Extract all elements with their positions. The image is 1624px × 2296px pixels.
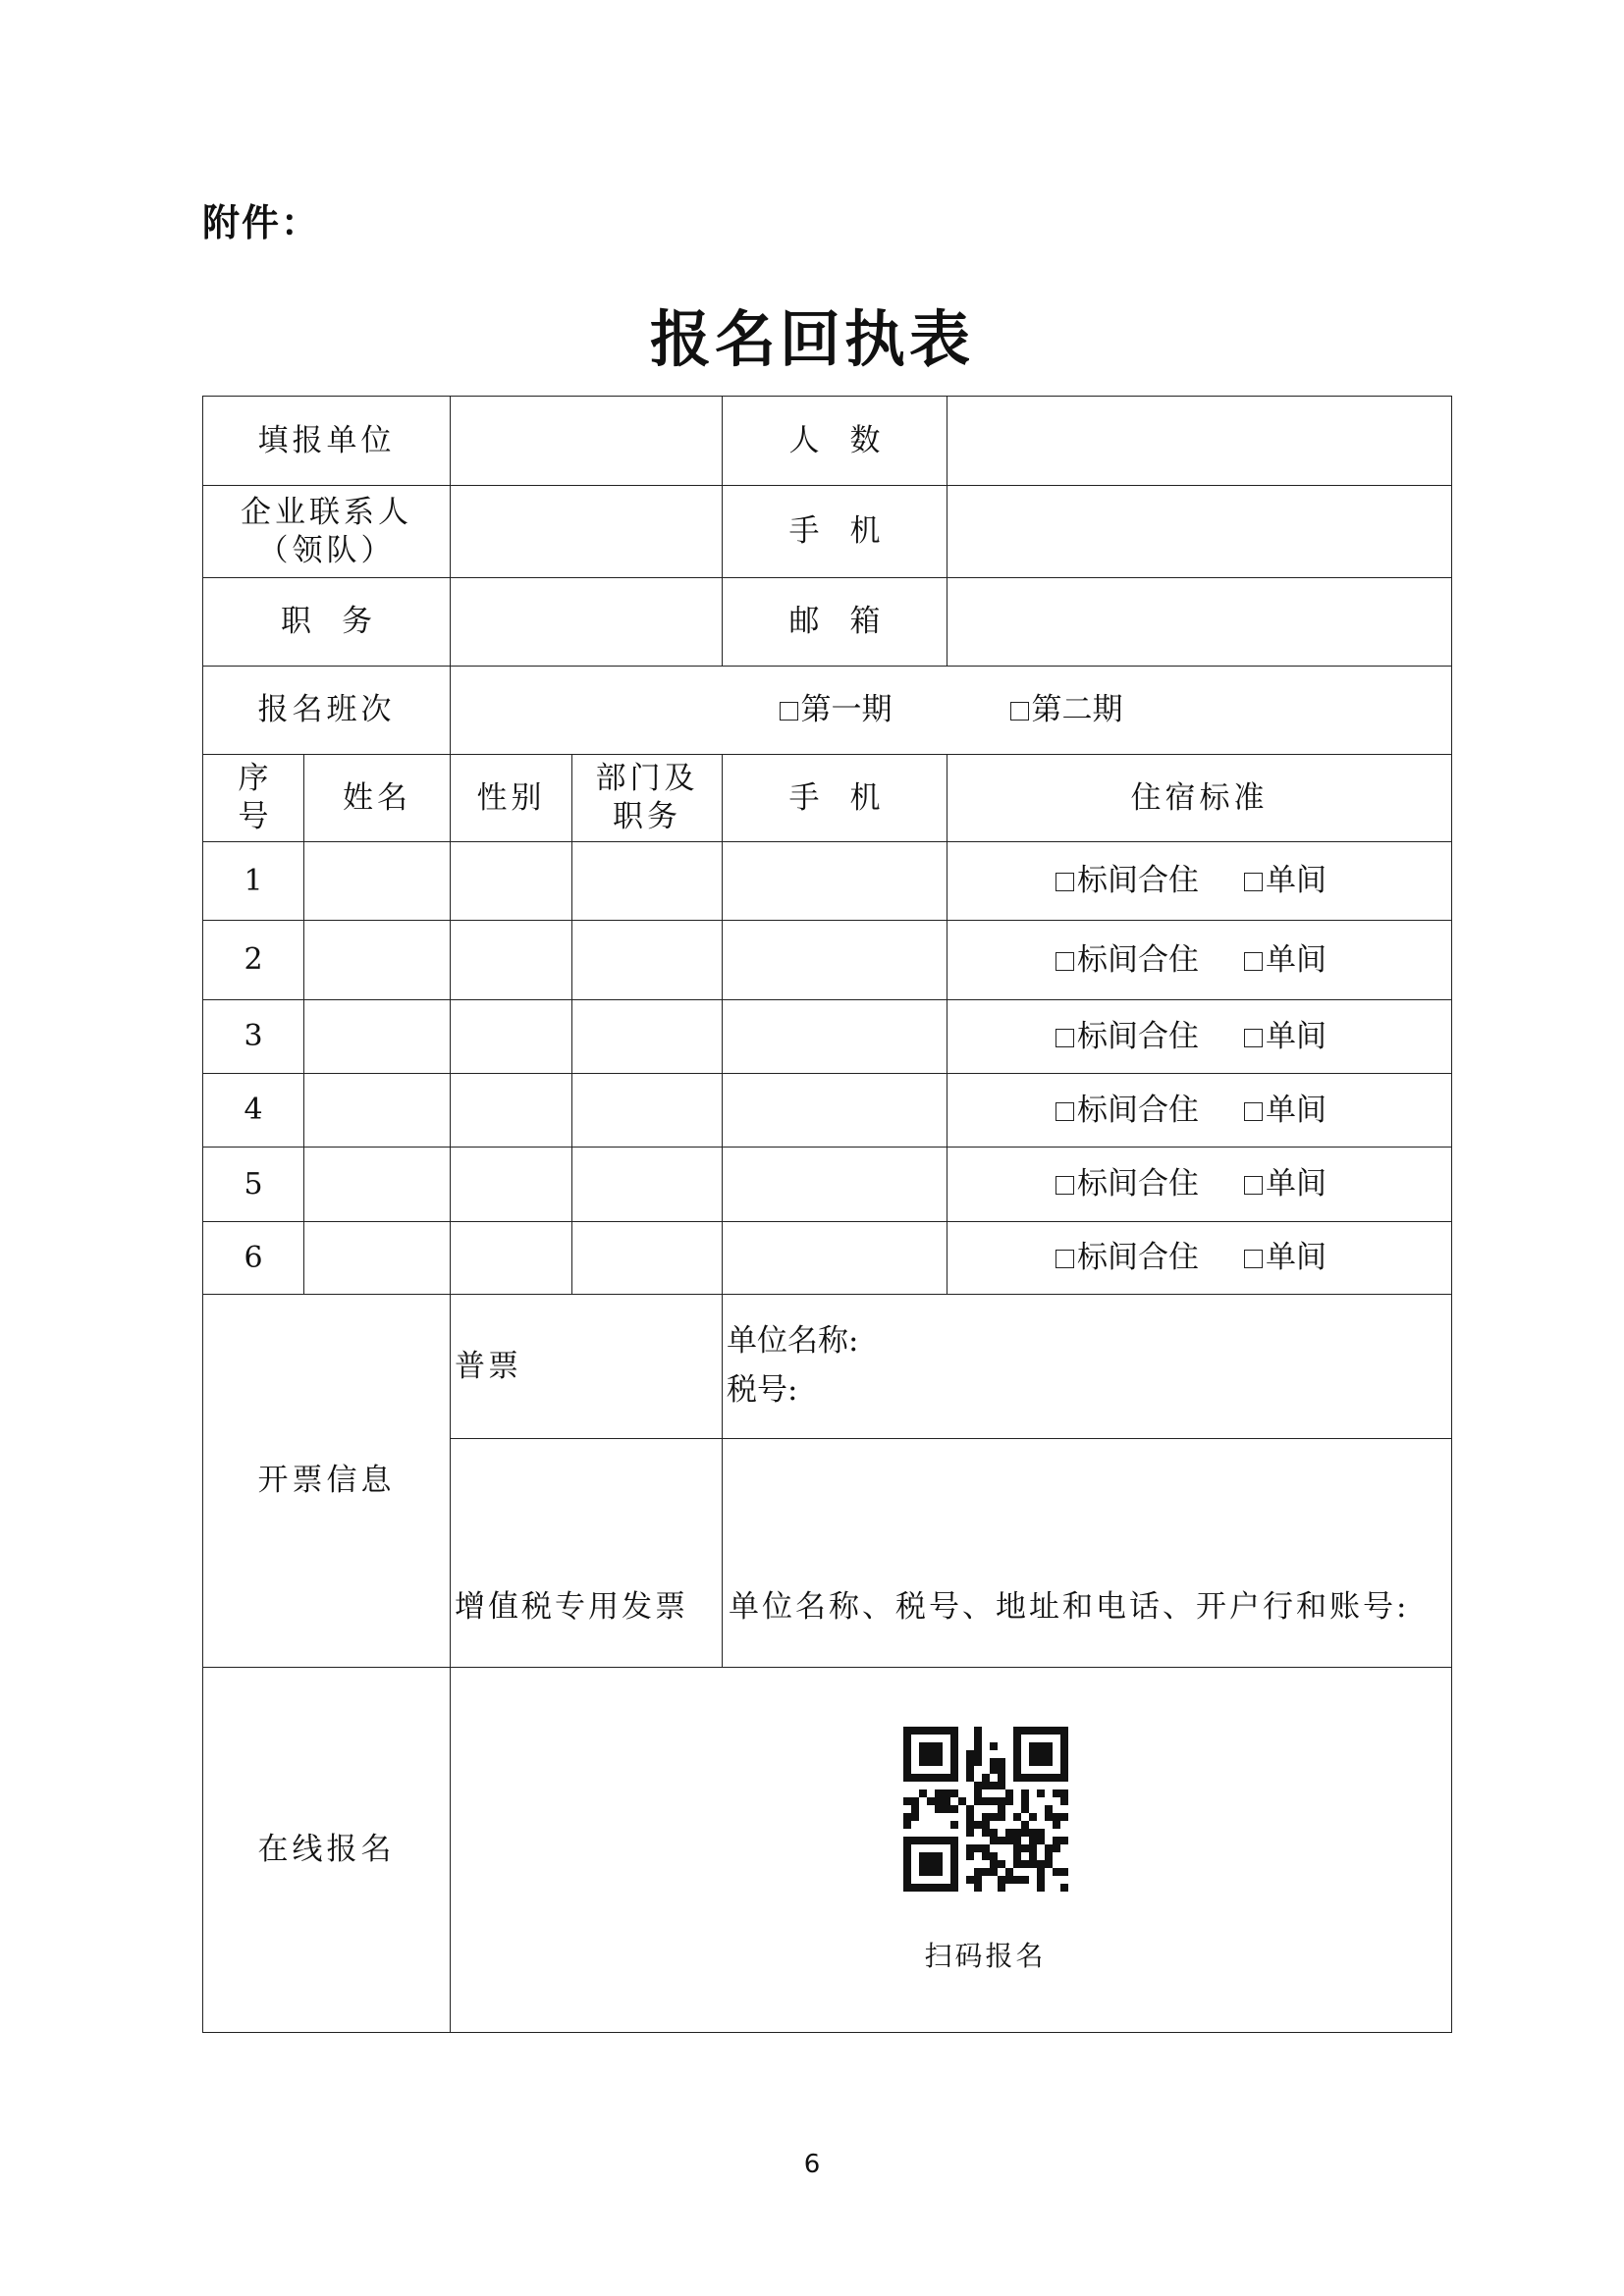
invoice-label: 开票信息 (203, 1295, 451, 1668)
contact-label (203, 486, 451, 578)
lodging-cell (947, 842, 1452, 921)
dept-cell[interactable] (572, 1222, 723, 1295)
lodging-shared-option[interactable] (1056, 941, 1199, 980)
form-title: 报名回执表 (649, 303, 974, 375)
checkbox-icon[interactable] (1010, 702, 1029, 721)
dept-cell[interactable] (572, 842, 723, 921)
unit-input-cell[interactable] (451, 397, 723, 486)
mobile-input-cell[interactable] (947, 486, 1452, 578)
dept-cell[interactable] (572, 1000, 723, 1074)
gender-cell[interactable] (451, 1000, 572, 1074)
session-options (451, 667, 1452, 755)
lodging-cell (947, 921, 1452, 1000)
checkbox-icon[interactable] (1056, 873, 1074, 891)
lodging-shared-option[interactable] (1056, 1018, 1199, 1056)
checkbox-icon[interactable] (1056, 1102, 1074, 1121)
session-option-2-label: 第二期 (1031, 692, 1123, 728)
page-number: 6 (803, 2150, 821, 2179)
dept-header-line2: 职务 (613, 799, 681, 834)
people-count-label: 人 数 (723, 397, 947, 486)
session-option-2[interactable] (1010, 691, 1123, 729)
checkbox-icon[interactable] (1056, 1176, 1074, 1195)
gender-cell[interactable] (451, 921, 572, 1000)
gender-cell[interactable] (451, 1074, 572, 1148)
session-option-1-label: 第一期 (800, 692, 893, 728)
mobile-cell[interactable] (723, 1074, 947, 1148)
lodging-single-label: 单间 (1266, 941, 1326, 978)
checkbox-icon[interactable] (1244, 1250, 1263, 1268)
dept-header (572, 755, 723, 842)
normal-invoice-unit-name: 单位名称: (727, 1323, 859, 1360)
checkbox-icon[interactable] (1056, 952, 1074, 971)
lodging-single-option[interactable] (1244, 1165, 1326, 1203)
lodging-shared-label: 标间合住 (1077, 863, 1199, 899)
lodging-shared-label: 标间合住 (1077, 1240, 1199, 1276)
row-number: 6 (203, 1222, 304, 1295)
checkbox-icon[interactable] (1244, 1029, 1263, 1047)
dept-header-line1: 部门及 (595, 761, 699, 797)
name-cell[interactable] (304, 842, 451, 921)
lodging-cell (947, 1148, 1452, 1222)
row-number: 2 (203, 921, 304, 1000)
lodging-shared-label: 标间合住 (1077, 1166, 1199, 1202)
table-row (203, 1222, 1452, 1295)
checkbox-icon[interactable] (1244, 1176, 1263, 1195)
mobile-cell[interactable] (723, 921, 947, 1000)
people-count-input-cell[interactable] (947, 397, 1452, 486)
lodging-cell (947, 1074, 1452, 1148)
normal-invoice-fields[interactable] (723, 1295, 1452, 1439)
dept-cell[interactable] (572, 1074, 723, 1148)
mobile-label: 手 机 (723, 486, 947, 578)
lodging-single-label: 单间 (1266, 1092, 1326, 1128)
lodging-shared-label: 标间合住 (1077, 941, 1199, 978)
lodging-header: 住宿标准 (947, 755, 1452, 842)
checkbox-icon[interactable] (1056, 1250, 1074, 1268)
gender-cell[interactable] (451, 1222, 572, 1295)
qr-caption: 扫码报名 (924, 1940, 1047, 1972)
qr-code-icon[interactable] (903, 1727, 1068, 1892)
seq-header-line1: 序 (238, 761, 269, 797)
mobile-cell[interactable] (723, 1000, 947, 1074)
checkbox-icon[interactable] (780, 702, 798, 721)
normal-invoice-tax-no: 税号: (727, 1372, 798, 1408)
online-registration-cell (451, 1668, 1452, 2033)
table-row (203, 921, 1452, 1000)
session-option-1[interactable] (780, 691, 893, 729)
gender-cell[interactable] (451, 1148, 572, 1222)
table-row (203, 1000, 1452, 1074)
registration-form-table (202, 396, 1452, 2033)
gender-header: 性别 (451, 755, 572, 842)
lodging-shared-label: 标间合住 (1077, 1018, 1199, 1054)
gender-cell[interactable] (451, 842, 572, 921)
lodging-single-label: 单间 (1266, 1240, 1326, 1276)
lodging-shared-label: 标间合住 (1077, 1092, 1199, 1128)
lodging-single-label: 单间 (1266, 1166, 1326, 1202)
mobile-cell[interactable] (723, 842, 947, 921)
contact-input-cell[interactable] (451, 486, 723, 578)
table-row (203, 1074, 1452, 1148)
dept-cell[interactable] (572, 1148, 723, 1222)
contact-label-line1: 企业联系人 (241, 494, 412, 530)
seq-header-line2: 号 (238, 799, 269, 834)
row-number: 4 (203, 1074, 304, 1148)
name-cell[interactable] (304, 1222, 451, 1295)
mobile-header: 手 机 (723, 755, 947, 842)
name-cell[interactable] (304, 1074, 451, 1148)
contact-label-line2: （领队） (257, 532, 396, 568)
lodging-single-option[interactable] (1244, 941, 1326, 980)
lodging-single-option[interactable] (1244, 862, 1326, 900)
lodging-single-label: 单间 (1266, 863, 1326, 899)
mobile-cell[interactable] (723, 1222, 947, 1295)
email-input-cell[interactable] (947, 578, 1452, 667)
mobile-cell[interactable] (723, 1148, 947, 1222)
checkbox-icon[interactable] (1056, 1029, 1074, 1047)
email-label: 邮 箱 (723, 578, 947, 667)
lodging-single-option[interactable] (1244, 1092, 1326, 1130)
lodging-single-label: 单间 (1266, 1018, 1326, 1054)
name-cell[interactable] (304, 921, 451, 1000)
name-header: 姓名 (304, 755, 451, 842)
session-label: 报名班次 (203, 667, 451, 755)
online-registration-label: 在线报名 (203, 1668, 451, 2033)
lodging-shared-option[interactable] (1056, 1092, 1199, 1130)
attachment-label: 附件： (202, 201, 321, 244)
vat-invoice-fields[interactable]: 单位名称、税号、地址和电话、开户行和账号: (723, 1439, 1452, 1668)
position-label: 职 务 (203, 578, 451, 667)
checkbox-icon[interactable] (1244, 1102, 1263, 1121)
position-input-cell[interactable] (451, 578, 723, 667)
row-number: 3 (203, 1000, 304, 1074)
name-cell[interactable] (304, 1148, 451, 1222)
lodging-single-option[interactable] (1244, 1239, 1326, 1277)
seq-header (203, 755, 304, 842)
unit-label: 填报单位 (203, 397, 451, 486)
table-row (203, 1148, 1452, 1222)
lodging-shared-option[interactable] (1056, 1239, 1199, 1277)
checkbox-icon[interactable] (1244, 873, 1263, 891)
checkbox-icon[interactable] (1244, 952, 1263, 971)
vat-invoice-label: 增值税专用发票 (451, 1439, 723, 1668)
row-number: 1 (203, 842, 304, 921)
lodging-cell (947, 1222, 1452, 1295)
lodging-shared-option[interactable] (1056, 1165, 1199, 1203)
lodging-shared-option[interactable] (1056, 862, 1199, 900)
name-cell[interactable] (304, 1000, 451, 1074)
normal-invoice-label: 普票 (451, 1295, 723, 1439)
lodging-cell (947, 1000, 1452, 1074)
row-number: 5 (203, 1148, 304, 1222)
dept-cell[interactable] (572, 921, 723, 1000)
table-row (203, 842, 1452, 921)
lodging-single-option[interactable] (1244, 1018, 1326, 1056)
